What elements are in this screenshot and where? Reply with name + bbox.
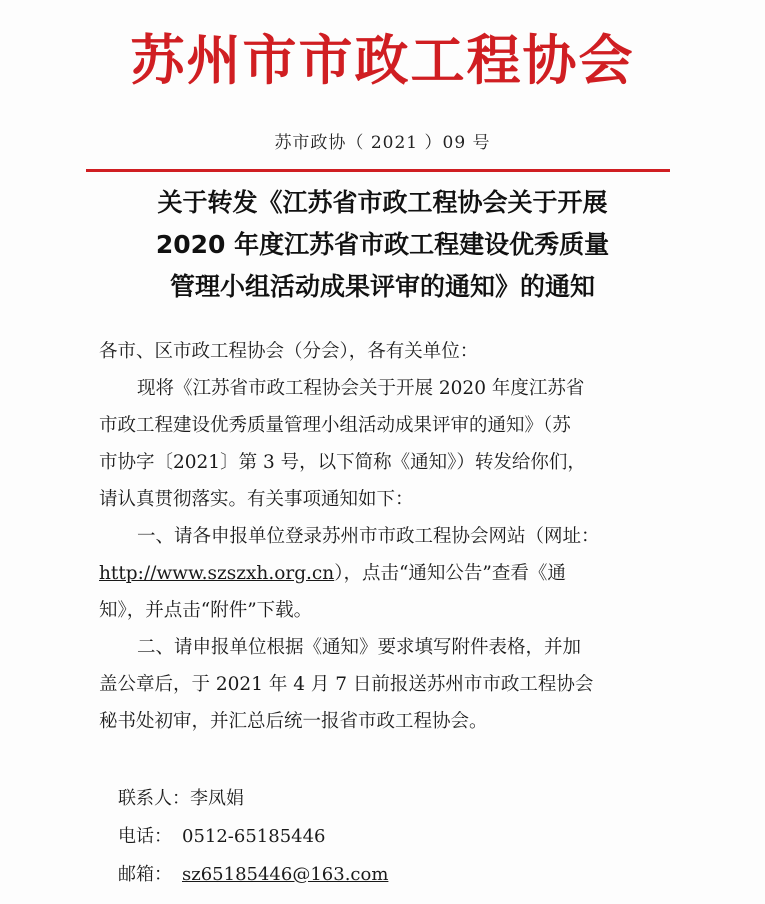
paragraph-line: 一、请各申报单位登录苏州市市政工程协会网站（网址： [137,526,600,547]
title-line: 关于转发《江苏省市政工程协会关于开展 [157,188,608,217]
title-line: 管理小组活动成果评审的通知》的通知 [169,272,595,301]
red-divider [86,169,670,172]
contact-phone-row [118,818,388,856]
website-link[interactable]: http://www.szszxh.org.cn [99,563,335,584]
paragraph-line: 秘书处初审，并汇总后统一报省市政工程协会。 [99,711,488,732]
org-masthead: 苏州市市政工程协会 [130,28,635,92]
paragraph-line: 知》，并点击“附件”下载。 [99,600,313,621]
contact-phone-label: 电话： [118,826,172,847]
contact-phone-value: 0512-65185446 [182,826,326,847]
document-number: 苏市政协（ 2021 ）09 号 [274,133,491,153]
paragraph-line: 市协字〔2021〕第 3 号，以下简称《通知》）转发给你们， [99,452,586,473]
paragraph-line: 请认真贯彻落实。有关事项通知如下： [99,489,414,510]
paragraph-line: 二、请申报单位根据《通知》要求填写附件表格，并加 [137,637,582,658]
paragraph-line: 现将《江苏省市政工程协会关于开展 2020 年度江苏省 [137,378,585,399]
contact-person-row [118,780,388,818]
contact-block [118,780,388,894]
document-body [99,333,659,740]
contact-email-row [118,856,388,894]
document-title [70,182,695,308]
paragraph-text: ），点击“通知公告”查看《通 [334,563,566,584]
contact-person-label: 联系人： [118,788,190,809]
salutation: 各市、区市政工程协会（分会），各有关单位： [99,341,479,362]
contact-person-value: 李凤娟 [190,788,244,809]
paragraph-line [99,555,659,592]
title-line: 2020 年度江苏省市政工程建设优秀质量 [155,230,610,259]
contact-email-link[interactable]: sz65185446@163.com [182,864,389,885]
paragraph-line: 盖公章后，于 2021 年 4 月 7 日前报送苏州市市政工程协会 [99,674,594,695]
paragraph-line: 市政工程建设优秀质量管理小组活动成果评审的通知》（苏 [99,415,571,436]
contact-email-label: 邮箱： [118,864,172,885]
